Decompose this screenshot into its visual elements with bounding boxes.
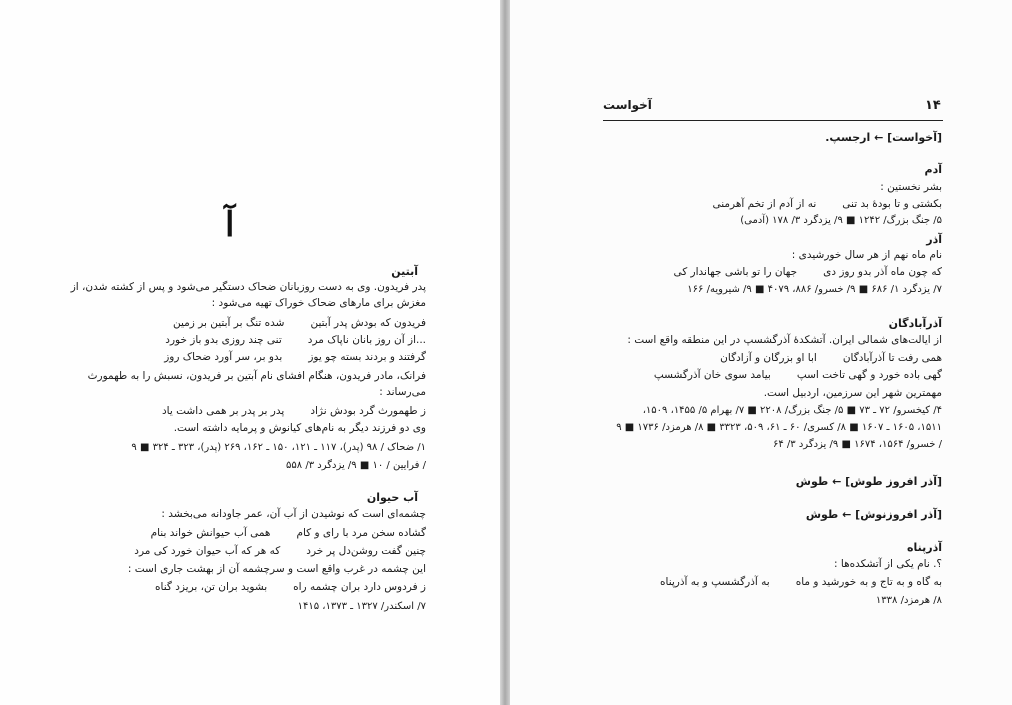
entry-text: این چشمه در غرب واقع است و سرچشمه آن از بهشت جاری است : xyxy=(127,563,426,575)
verse-line xyxy=(151,526,426,541)
verse-hemistich: بیامد سوی خان آذرگشسپ xyxy=(653,369,771,381)
verse-line xyxy=(660,575,942,590)
page-number: ۱۴ xyxy=(925,98,941,113)
reference-line: ۱۵۱۱، ۱۶۰۵ ـ ۱۶۰۷ ■ ۸/ کسری/ ۶۰ ـ ۶۱، ۵۰۹، ۳۳۲۳ ■ ۸/ هرمزد/ ۱۷۳۶ ■ ۹ xyxy=(616,422,942,433)
verse-line xyxy=(162,404,426,419)
verse-hemistich: شده تنگ بر آبتین بر زمین xyxy=(173,317,285,329)
entry-text: پدر فریدون. وی به دست روزبانان ضحاک دستگیر می‌شود و پس از کشته شدن، از xyxy=(70,281,426,293)
verse-hemistich: ابا او بزرگان و آزادگان xyxy=(720,352,817,364)
verse-hemistich: گرفتند و بردند بسته چو یوز xyxy=(308,351,426,363)
verse-hemistich: که چون ماه آذر بدو روز دی xyxy=(823,266,942,278)
verse-hemistich: بکشتی و تا بودهٔ بد تنی xyxy=(842,198,942,210)
entry-text: وی دو فرزند دیگر به نام‌های کیانوش و پرمایه داشته است. xyxy=(173,422,426,434)
reference-line: ۴/ کیخسرو/ ۷۲ ـ ۷۳ ■ ۵/ جنگ بزرگ/ ۲۲۰۸ ■ ۷/ بهرام ۵/ ۱۴۵۵، ۱۵۰۹، xyxy=(642,405,942,416)
entry-text: ؟. نام یکی از آتشکده‌ها : xyxy=(834,558,942,570)
verse-hemistich: نه از آدم از تخم آهرمنی xyxy=(712,198,817,210)
reference-line: / خسرو/ ۱۵۶۴، ۱۶۷۴ ■ ۹/ یزدگرد ۳/ ۶۴ xyxy=(772,439,942,450)
reference-line: ۵/ جنگ بزرگ/ ۱۲۴۲ ■ ۹/ یزدگرد ۳/ ۱۷۸ (آدمی) xyxy=(740,215,942,226)
reference-line: ۷/ اسکندر/ ۱۳۲۷ ـ ۱۳۷۳، ۱۴۱۵ xyxy=(297,601,426,612)
reference-line: ۷/ یزدگرد ۱/ ۶۸۶ ■ ۹/ خسرو/ ۸۸۶، ۴۰۷۹ ■ ۹/ شیرویه/ ۱۶۶ xyxy=(687,284,942,295)
verse-hemistich: چنین گفت روشن‌دل پر خرد xyxy=(306,545,426,557)
verse-hemistich: که هر که آب حیوان خورد کی مرد xyxy=(134,545,281,557)
entry-text: بشر نخستین : xyxy=(880,181,942,193)
entry-title-azar-afruznush: [آذر افروزنوش] ← طوش xyxy=(805,508,942,521)
verse-hemistich: گشاده سخن مرد با رای و کام xyxy=(296,527,426,539)
entry-text: می‌رساند : xyxy=(379,386,426,398)
verse-line xyxy=(713,197,943,212)
entry-text: فرانک، مادر فریدون، هنگام افشای نام آبتین بر فریدون، نسبش را به طهمورث xyxy=(87,370,426,382)
verse-hemistich: ز فردوس دارد بران چشمه راه xyxy=(293,581,426,593)
verse-hemistich: بدو بر، سر آورد ضحاک روز xyxy=(164,351,283,363)
verse-hemistich: ز طهمورث گرد بودش نژاد xyxy=(310,405,426,417)
running-head: آخواست xyxy=(603,98,652,112)
entry-title-ab-heyvan: آب حیوان xyxy=(366,491,418,504)
entry-title-azarabadegan: آذرآبادگان xyxy=(888,317,942,330)
verse-line xyxy=(720,351,942,366)
verse-hemistich: ...از آن روز بانان ناپاک مرد xyxy=(307,334,426,346)
verse-line xyxy=(155,580,426,595)
reference-line: / فرایین / ۱۰ ■ ۹/ یزدگرد ۳/ ۵۵۸ xyxy=(286,460,426,471)
entry-text: مهمترین شهر این سرزمین، اردبیل است. xyxy=(763,387,942,399)
entry-title-adam: آدم xyxy=(924,163,942,176)
reference-line: ۸/ هرمزد/ ۱۳۳۸ xyxy=(875,595,942,606)
entry-title-abtin: آبتین xyxy=(391,265,418,278)
verse-hemistich: پدر بر پدر بر همی داشت یاد xyxy=(161,405,285,417)
entry-text: چشمه‌ای است که نوشیدن از آب آن، عمر جاودانه می‌بخشد : xyxy=(161,508,426,520)
verse-hemistich: بشوید بران تن، بریزد گناه xyxy=(155,581,268,593)
verse-hemistich: فریدون که بودش پدر آبتین xyxy=(310,317,426,329)
reference-line: ۱/ ضحاک / ۹۸ (پدر)، ۱۱۷ ـ ۱۲۱، ۱۵۰ ـ ۱۶۲، ۲۶۹ (پدر)، ۳۲۳ ـ ۳۲۴ ■ ۹ xyxy=(131,442,426,453)
section-letter: آ xyxy=(225,205,235,245)
verse-hemistich: گهی باده خورد و گهی تاخت اسپ xyxy=(796,369,942,381)
verse-hemistich: به گاه و به تاج و به خورشید و ماه xyxy=(795,576,942,588)
entry-title-azarpanah: آذرپناه xyxy=(907,541,942,554)
verse-hemistich: جهان را تو باشی جهاندار کی xyxy=(673,266,798,278)
verse-hemistich: همی آب حیوانش خواند بنام xyxy=(150,527,271,539)
book-gutter xyxy=(500,0,510,705)
verse-line xyxy=(173,316,426,331)
verse-line xyxy=(673,265,942,280)
entry-text: از ایالت‌های شمالی ایران. آتشکدهٔ آذرگشسپ در این منطقه واقع است : xyxy=(627,334,942,346)
header-rule xyxy=(603,120,943,121)
verse-line xyxy=(164,350,426,365)
verse-line xyxy=(165,333,426,348)
verse-hemistich: به آذرگشسپ و به آذرپناه xyxy=(660,576,770,588)
entry-title-azar-afruz-tush: [آذر افروز طوش] ← طوش xyxy=(795,475,942,488)
verse-hemistich: تنی چند روزی بدو باز خورد xyxy=(165,334,282,346)
left-page xyxy=(0,0,500,705)
verse-line xyxy=(654,368,942,383)
entry-text: مغزش برای مارهای ضحاک خوراک تهیه می‌شود : xyxy=(211,297,426,309)
entry-title-akhvast: [آخواست] ← ارجسپ. xyxy=(825,131,942,144)
entry-title-azar: آذر xyxy=(926,233,942,246)
verse-hemistich: همی رفت تا آذرآبادگان xyxy=(842,352,942,364)
entry-text: نام ماه نهم از هر سال خورشیدی : xyxy=(791,249,942,261)
verse-line xyxy=(134,544,426,559)
